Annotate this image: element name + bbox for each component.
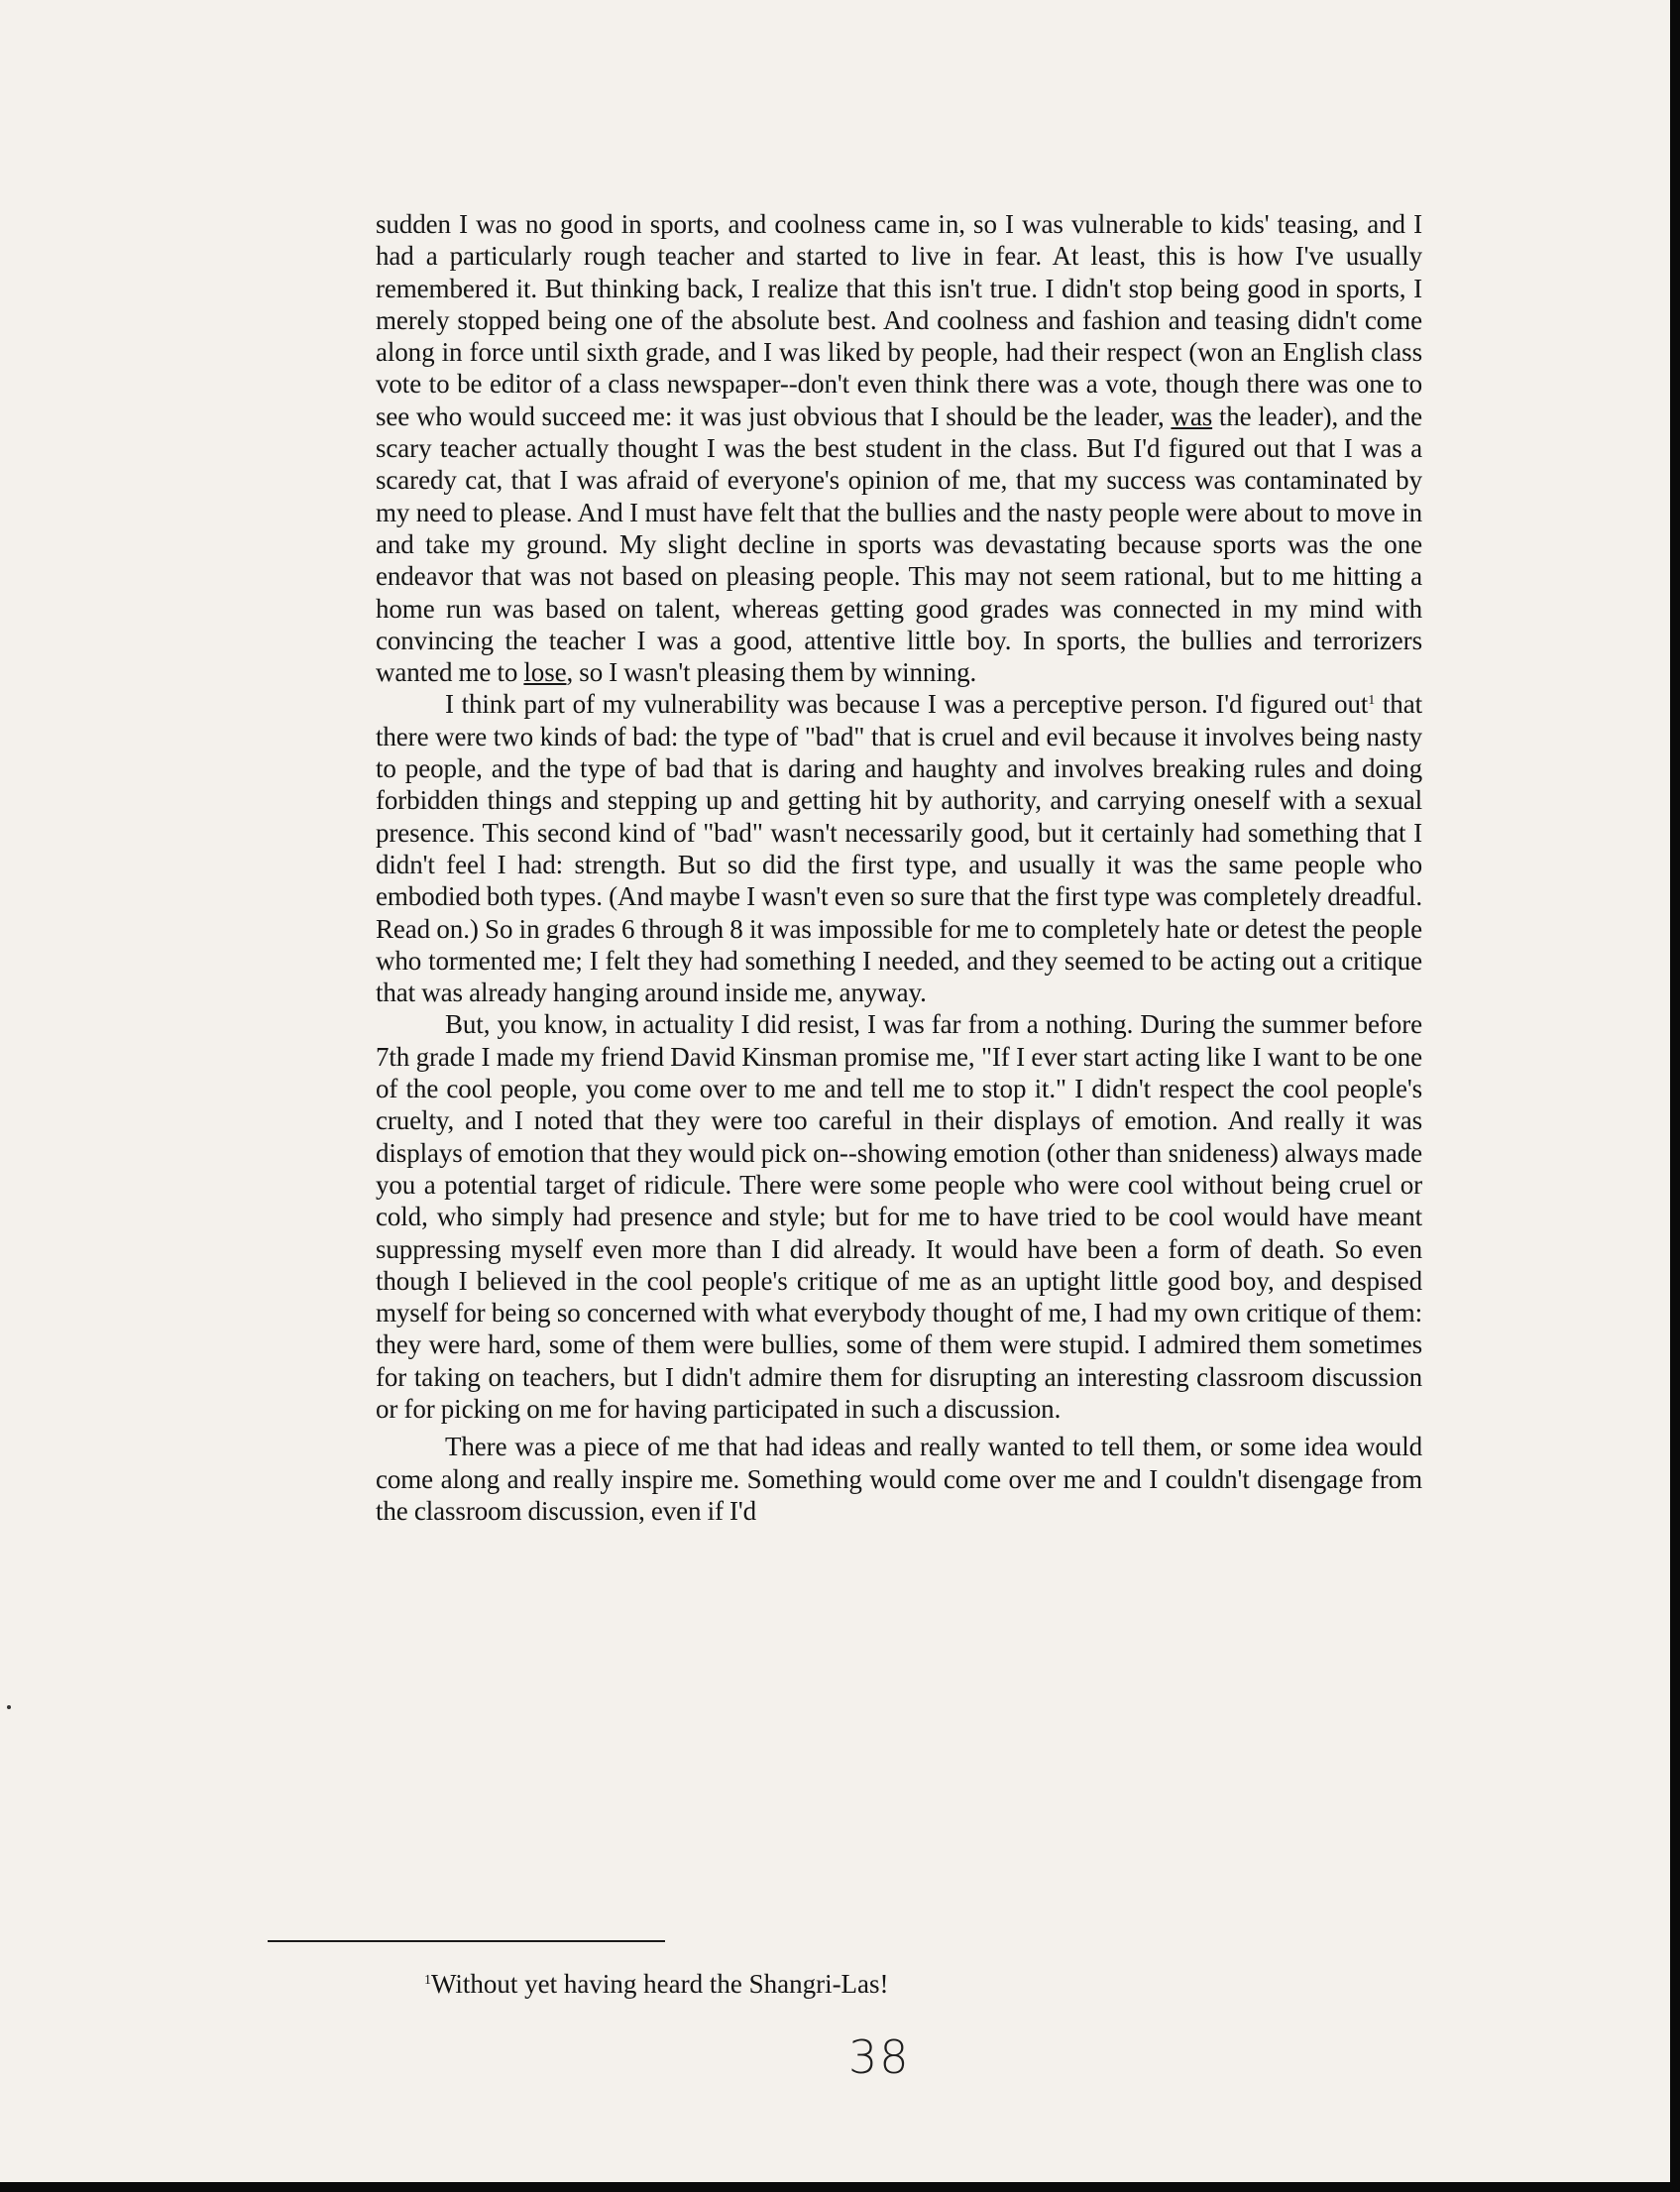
footnote-text: Without yet having heard the Shangri-Las!: [431, 1969, 889, 1999]
paragraph-2: I think part of my vulnerability was because I was a perceptive person. I'd figured out$^1$ that there were two kinds of bad: the type of "bad" that is cruel and evil because it involves being nasty to people, and the type of bad that is daring and haughty and involves breaking rules and doing forbidden things and stepping up and getting hit by authority, and carrying oneself with a sexual presence. This second kind of "bad" wasn't necessarily good, but it certainly had something that I didn't feel I had: strength. But so did the first type, and usually it was the same people who embodied both types. (And maybe I wasn't even so sure that the first type was completely dreadful. Read on.) So in grades 6 through 8 it was impossible for me to completely hate or detest the people who tormented me; I felt they had something I needed, and they seemed to be acting out a critique that was already hanging around inside me, anyway.: [376, 689, 1422, 1008]
body-text: [376, 208, 1422, 1527]
paragraph-3: But, you know, in actuality I did resist, I was far from a nothing. During the summer before 7th grade I made my friend David Kinsman promise me, "If I ever start acting like I want to be one of the cool people, you come over to me and tell me to stop it." I didn't respect the cool people's cruelty, and I noted that they were too careful in their displays of emotion. And really it was displays of emotion that they would pick on--showing emotion (other than snideness) always made you a potential target of ridicule. There were some people who were cool without being cruel or cold, who simply had presence and style; but for me to have tried to be cool would have meant suppressing myself even more than I did already. It would have been a form of death. So even though I believed in the cool people's critique of me as an uptight little good boy, and despised myself for being so concerned with what everybody thought of me, I had my own critique of them: they were hard, some of them were bullies, some of them were stupid. I admired them sometimes for taking on teachers, but I didn't admire them for disrupting an interesting classroom discussion or for picking on me for having participated in such a discussion.: [376, 1009, 1422, 1424]
scan-border-bottom: [0, 2182, 1680, 2192]
paragraph-1: sudden I was no good in sports, and coolness came in, so I was vulnerable to kids' teasing, and I had a particularly rough teacher and started to live in fear. At least, this is how I've usually remembered it. But thinking back, I realize that this isn't true. I didn't stop being good in sports, I merely stopped being one of the absolute best. And coolness and fashion and teasing didn't come along in force until sixth grade, and I was liked by people, had their respect (won an English class vote to be editor of a class newspaper--don't even think there was a vote, though there was one to see who would succeed me: it was just obvious that I should be the leader, was the leader), and the scary teacher actually thought I was the best student in the class. But I'd figured out that I was a scaredy cat, that I was afraid of everyone's opinion of me, that my success was contaminated by my need to please. And I must have felt that the bullies and the nasty people were about to move in and take my ground. My slight decline in sports was devastating because sports was the one endeavor that was not based on pleasing people. This may not seem rational, but to me hitting a home run was based on talent, whereas getting good grades was connected in my mind with convincing the teacher I was a good, attentive little boy. In sports, the bullies and terrorizers wanted me to lose, so I wasn't pleasing them by winning.: [376, 209, 1422, 688]
paragraph-4: There was a piece of me that had ideas and really wanted to tell them, or some idea would come along and really inspire me. Something would come over me and I couldn't disengage from the classroom discussion, even if I'd: [376, 1432, 1422, 1526]
footnote: [424, 1968, 889, 2000]
page-number: 38: [848, 2030, 911, 2084]
scan-speck: [7, 1705, 11, 1709]
scan-border-right: [1670, 0, 1680, 2192]
footnote-reference[interactable]: 1: [1368, 693, 1376, 709]
footnote-divider: [268, 1940, 665, 1942]
underlined-word: was: [1171, 401, 1213, 431]
underlined-word: lose: [523, 657, 567, 688]
footnote-marker: 1: [424, 1973, 431, 1988]
